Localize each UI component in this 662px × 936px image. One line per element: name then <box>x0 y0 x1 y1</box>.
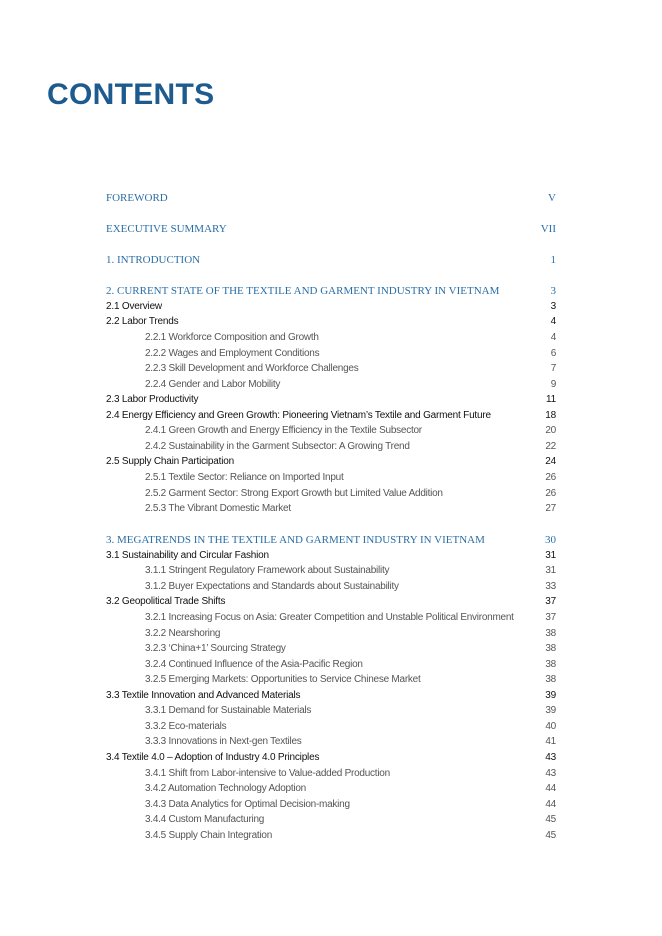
toc-subsection-entry[interactable] <box>106 424 556 438</box>
toc-entry-page-number: VII <box>540 223 556 235</box>
toc-entry-page-number: V <box>548 192 556 204</box>
toc-section-entry[interactable] <box>106 300 556 314</box>
toc-subsection-entry[interactable] <box>106 642 556 656</box>
toc-subsection-entry[interactable] <box>106 658 556 672</box>
toc-entry-label: 3.1 Sustainability and Circular Fashion <box>106 550 269 561</box>
toc-entry-page-number: 37 <box>545 612 556 623</box>
toc-section-entry[interactable] <box>106 595 556 609</box>
toc-entry-page-number: 44 <box>545 799 556 810</box>
toc-entry-label: 2.2.3 Skill Development and Workforce Challenges <box>145 363 359 374</box>
toc-entry-page-number: 20 <box>545 425 556 436</box>
toc-subsection-entry[interactable] <box>106 720 556 734</box>
toc-section-entry[interactable] <box>106 751 556 765</box>
toc-entry-label: EXECUTIVE SUMMARY <box>106 223 227 235</box>
toc-entry-page-number: 4 <box>550 332 556 343</box>
toc-entry-label: 3. MEGATRENDS IN THE TEXTILE AND GARMENT INDUSTRY IN VIETNAM <box>106 534 485 546</box>
toc-entry-page-number: 45 <box>545 814 556 825</box>
toc-entry-page-number: 30 <box>545 534 556 546</box>
toc-entry-page-number: 4 <box>550 316 556 327</box>
toc-entry-label: 3.4.2 Automation Technology Adoption <box>145 783 306 794</box>
toc-entry-label: 2.5.2 Garment Sector: Strong Export Growth but Limited Value Addition <box>145 488 443 499</box>
toc-subsection-entry[interactable] <box>106 487 556 501</box>
toc-entry-label: 3.2 Geopolitical Trade Shifts <box>106 596 226 607</box>
toc-entry-label: 2. CURRENT STATE OF THE TEXTILE AND GARMENT INDUSTRY IN VIETNAM <box>106 285 500 297</box>
toc-entry-label: 2.5 Supply Chain Participation <box>106 456 234 467</box>
toc-entry-label: 3.3.2 Eco-materials <box>145 721 227 732</box>
toc-entry-page-number: 40 <box>545 721 556 732</box>
toc-entry-label: 2.2 Labor Trends <box>106 316 179 327</box>
toc-entry-label: 2.4 Energy Efficiency and Green Growth: Pioneering Vietnam’s Textile and Garment Future <box>106 410 491 421</box>
toc-entry-page-number: 38 <box>545 674 556 685</box>
toc-entry-page-number: 22 <box>545 441 556 452</box>
toc-entry-page-number: 6 <box>550 348 556 359</box>
toc-entry-label: 3.2.3 ‘China+1’ Sourcing Strategy <box>145 643 286 654</box>
toc-subsection-entry[interactable] <box>106 704 556 718</box>
toc-entry-label: 2.4.2 Sustainability in the Garment Subsector: A Growing Trend <box>145 441 410 452</box>
toc-entry-label: 2.5.3 The Vibrant Domestic Market <box>145 503 291 514</box>
toc-entry-page-number: 9 <box>550 379 556 390</box>
toc-entry-label: 3.4.3 Data Analytics for Optimal Decision-making <box>145 799 350 810</box>
toc-entry-label: 3.2.1 Increasing Focus on Asia: Greater Competition and Unstable Political Environment <box>145 612 514 623</box>
toc-subsection-entry[interactable] <box>106 362 556 376</box>
toc-subsection-entry[interactable] <box>106 378 556 392</box>
toc-entry-page-number: 3 <box>550 285 556 297</box>
toc-entry-page-number: 26 <box>545 472 556 483</box>
toc-entry-label: 3.1.2 Buyer Expectations and Standards about Sustainability <box>145 581 399 592</box>
toc-entry-page-number: 11 <box>546 394 556 405</box>
toc-entry-page-number: 33 <box>545 581 556 592</box>
toc-entry-label: 3.2.5 Emerging Markets: Opportunities to Service Chinese Market <box>145 674 421 685</box>
toc-subsection-entry[interactable] <box>106 611 556 625</box>
toc-entry-label: 3.3.1 Demand for Sustainable Materials <box>145 705 312 716</box>
toc-chapter-entry[interactable] <box>106 191 556 205</box>
toc-entry-page-number: 1 <box>550 254 556 266</box>
toc-entry-label: 3.3 Textile Innovation and Advanced Materials <box>106 690 301 701</box>
toc-entry-page-number: 39 <box>545 690 556 701</box>
toc-entry-page-number: 38 <box>545 643 556 654</box>
toc-entry-page-number: 31 <box>545 550 556 561</box>
toc-entry-label: 3.4.5 Supply Chain Integration <box>145 830 273 841</box>
toc-subsection-entry[interactable] <box>106 347 556 361</box>
toc-entry-page-number: 41 <box>545 736 556 747</box>
toc-entry-page-number: 27 <box>545 503 556 514</box>
toc-entry-page-number: 44 <box>545 783 556 794</box>
toc-entry-label: 1. INTRODUCTION <box>106 254 201 266</box>
toc-section-entry[interactable] <box>106 393 556 407</box>
toc-subsection-entry[interactable] <box>106 580 556 594</box>
toc-section-entry[interactable] <box>106 409 556 423</box>
toc-subsection-entry[interactable] <box>106 440 556 454</box>
toc-entry-page-number: 43 <box>545 768 556 779</box>
toc-chapter-entry[interactable] <box>106 533 556 547</box>
toc-entry-label: 2.1 Overview <box>106 301 162 312</box>
toc-entry-label: 2.2.1 Workforce Composition and Growth <box>145 332 319 343</box>
toc-entry-page-number: 38 <box>545 659 556 670</box>
toc-entry-label: 3.1.1 Stringent Regulatory Framework about Sustainability <box>145 565 390 576</box>
toc-entry-label: 2.2.4 Gender and Labor Mobility <box>145 379 281 390</box>
toc-entry-page-number: 31 <box>545 565 556 576</box>
toc-entry-label: 3.2.2 Nearshoring <box>145 628 221 639</box>
toc-subsection-entry[interactable] <box>106 798 556 812</box>
toc-subsection-entry[interactable] <box>106 829 556 843</box>
toc-section-entry[interactable] <box>106 549 556 563</box>
page-title: CONTENTS <box>47 78 215 111</box>
toc-entry-label: 3.4 Textile 4.0 – Adoption of Industry 4.0 Principles <box>106 752 320 763</box>
toc-entry-page-number: 38 <box>545 628 556 639</box>
toc-entry-label: 2.3 Labor Productivity <box>106 394 199 405</box>
toc-entry-label: 2.4.1 Green Growth and Energy Efficiency in the Textile Subsector <box>145 425 422 436</box>
toc-subsection-entry[interactable] <box>106 331 556 345</box>
toc-entry-label: FOREWORD <box>106 192 168 204</box>
toc-entry-label: 2.5.1 Textile Sector: Reliance on Imported Input <box>145 472 344 483</box>
toc-subsection-entry[interactable] <box>106 782 556 796</box>
toc-entry-label: 3.3.3 Innovations in Next-gen Textiles <box>145 736 302 747</box>
toc-entry-page-number: 37 <box>545 596 556 607</box>
toc-chapter-entry[interactable] <box>106 284 556 298</box>
toc-entry-label: 3.4.4 Custom Manufacturing <box>145 814 265 825</box>
toc-section-entry[interactable] <box>106 455 556 469</box>
toc-entry-label: 2.2.2 Wages and Employment Conditions <box>145 348 320 359</box>
toc-subsection-entry[interactable] <box>106 471 556 485</box>
toc-entry-page-number: 3 <box>550 301 556 312</box>
toc-chapter-entry[interactable] <box>106 253 556 267</box>
toc-entry-page-number: 45 <box>545 830 556 841</box>
toc-subsection-entry[interactable] <box>106 627 556 641</box>
toc-entry-page-number: 39 <box>545 705 556 716</box>
toc-entry-label: 3.2.4 Continued Influence of the Asia-Pacific Region <box>145 659 363 670</box>
toc-subsection-entry[interactable] <box>106 813 556 827</box>
toc-entry-page-number: 18 <box>545 410 556 421</box>
toc-entry-page-number: 43 <box>545 752 556 763</box>
toc-entry-page-number: 26 <box>545 488 556 499</box>
toc-subsection-entry[interactable] <box>106 673 556 687</box>
toc-chapter-entry[interactable] <box>106 222 556 236</box>
toc-subsection-entry[interactable] <box>106 564 556 578</box>
toc-subsection-entry[interactable] <box>106 735 556 749</box>
toc-subsection-entry[interactable] <box>106 767 556 781</box>
toc-entry-page-number: 7 <box>550 363 556 374</box>
toc-subsection-entry[interactable] <box>106 502 556 516</box>
toc-section-entry[interactable] <box>106 315 556 329</box>
toc-entry-page-number: 24 <box>545 456 556 467</box>
toc-section-entry[interactable] <box>106 689 556 703</box>
toc-entry-label: 3.4.1 Shift from Labor-intensive to Value-added Production <box>145 768 390 779</box>
